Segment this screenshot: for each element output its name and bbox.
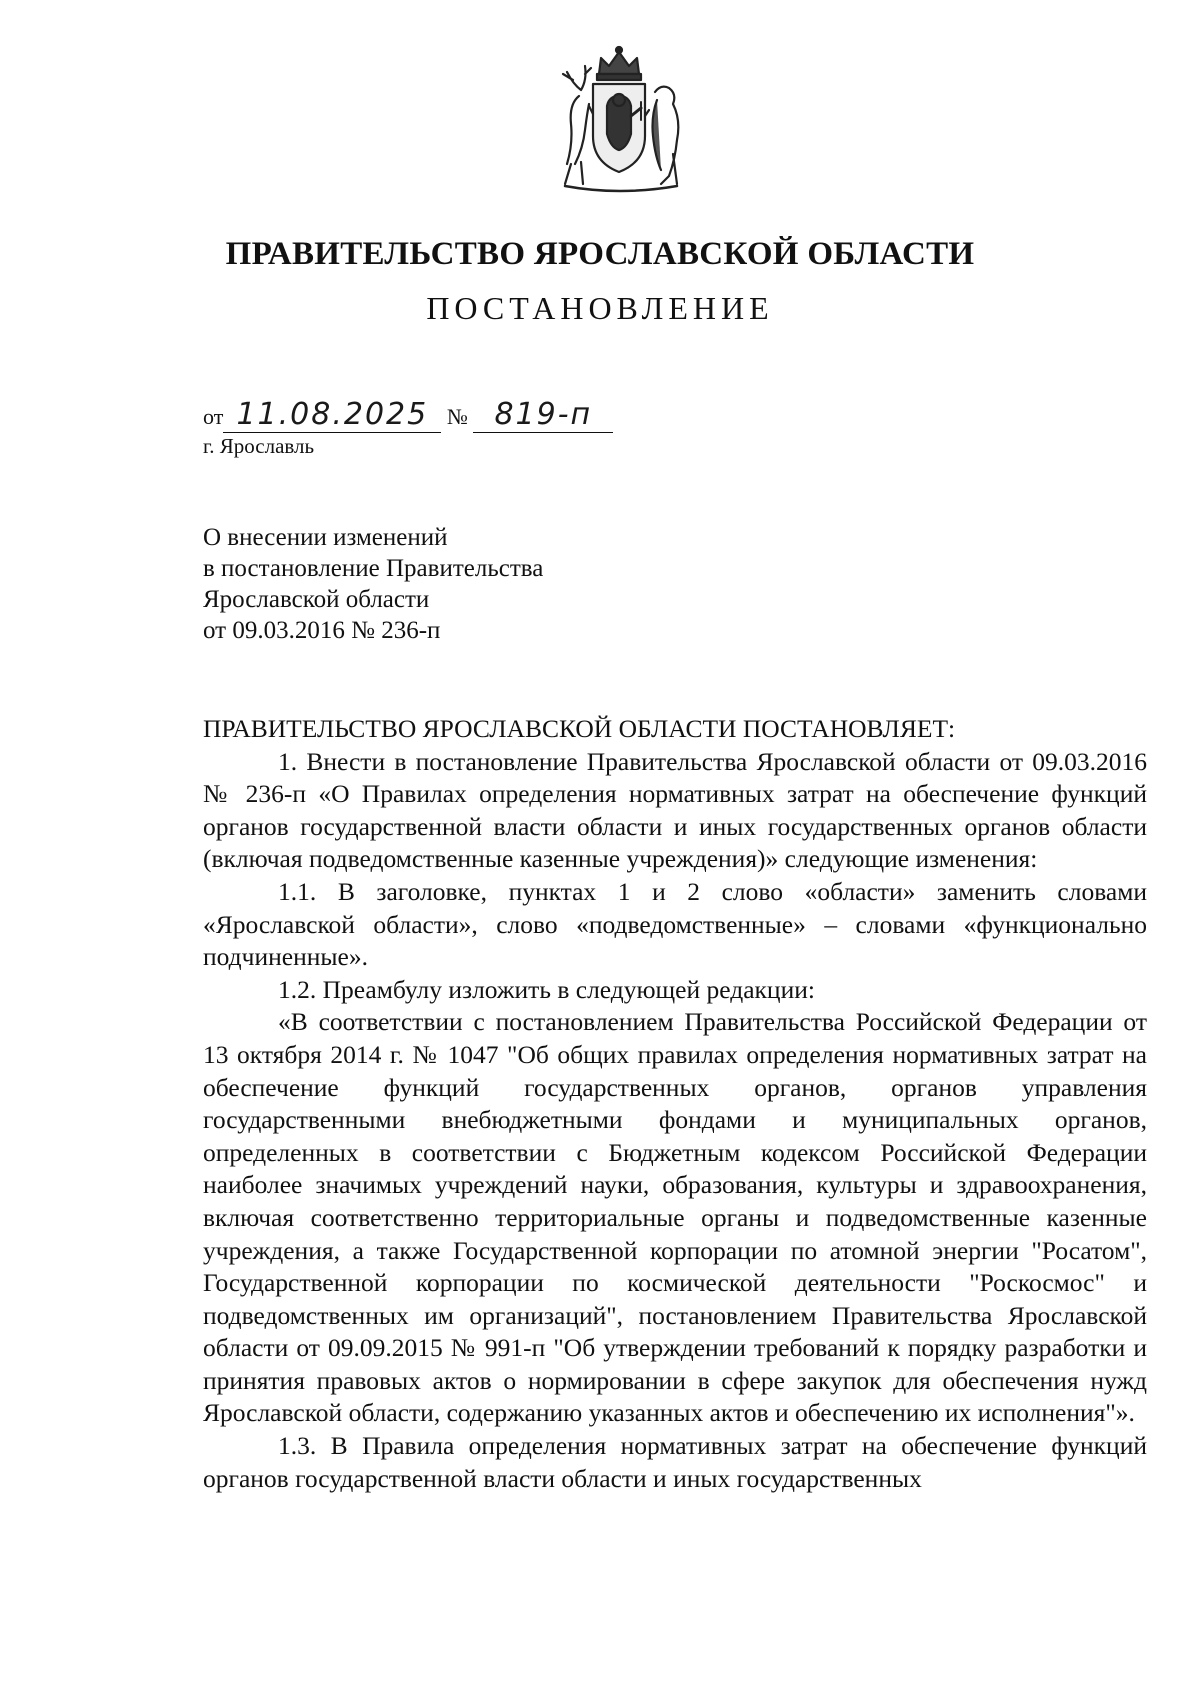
- handwritten-date: 11.08.2025: [223, 398, 441, 433]
- date-number-line: [203, 398, 613, 438]
- resolution-lead: ПРАВИТЕЛЬСТВО ЯРОСЛАВСКОЙ ОБЛАСТИ ПОСТАНОВЛЯЕТ:: [203, 714, 956, 743]
- subject-line: в постановление Правительства: [203, 555, 544, 582]
- paragraph-item-1-1: 1.1. В заголовке, пунктах 1 и 2 слово «области» заменить словами «Ярославской области», слово «подведомственные» – словами «функционально подчиненные».: [203, 876, 1147, 972]
- paragraph-item-1-2: 1.2. Преамбулу изложить в следующей редакции:: [278, 974, 815, 1004]
- subject-line: от 09.03.2016 № 236-п: [203, 617, 441, 644]
- government-title: ПРАВИТЕЛЬСТВО ЯРОСЛАВСКОЙ ОБЛАСТИ: [225, 236, 975, 272]
- handwritten-number: 819-п: [473, 398, 613, 433]
- document-type: ПОСТАНОВЛЕНИЕ: [426, 290, 774, 326]
- document-subject: [203, 522, 763, 646]
- document-body: [203, 713, 1147, 1495]
- subject-line: Ярославской области: [203, 586, 430, 613]
- city-label: г. Ярославль: [203, 434, 315, 458]
- paragraph-item-1: 1. Внести в постановление Правительства Ярославской области от 09.03.2016 № 236-п «О Правилах определения нормативных затрат на обеспечение функций органов государственной власти области и иных государственных органов области (включая подведомственные казенные учреждения)» следующие изменения:: [203, 746, 1147, 874]
- subject-line: О внесении изменений: [203, 524, 448, 551]
- coat-of-arms-icon: [537, 44, 701, 194]
- paragraph-preamble-quote: «В соответствии с постановлением Правительства Российской Федерации от 13 октября 2014 г. № 1047 "Об общих правилах определения нормативных затрат на обеспечение функций государственных органов, органов управления государственными внебюджетными фондами и муниципальных органов, определенных в соответствии с Бюджетным кодексом Российской Федерации наиболее значимых учреждений науки, образования, культуры и здравоохранения, включая соответственно территориальные органы и подведомственные казенные учреждения, а также Государственной корпорации по атомной энергии "Росатом", Государственной корпорации по космической деятельности "Роскосмос" и подведомственных им организаций", постановлением Правительства Ярославской области от 09.09.2015 № 991-п "Об утверждении требований к порядку разработки и принятия правовых актов о нормировании в сфере закупок для обеспечения нужд Ярославской области, содержанию указанных актов и обеспечению их исполнения"».: [203, 1007, 1147, 1428]
- date-prefix: от: [203, 404, 224, 429]
- paragraph-item-1-3: 1.3. В Правила определения нормативных затрат на обеспечение функций органов государственной власти области и иных государственных: [203, 1431, 1147, 1493]
- number-prefix: №: [446, 404, 468, 429]
